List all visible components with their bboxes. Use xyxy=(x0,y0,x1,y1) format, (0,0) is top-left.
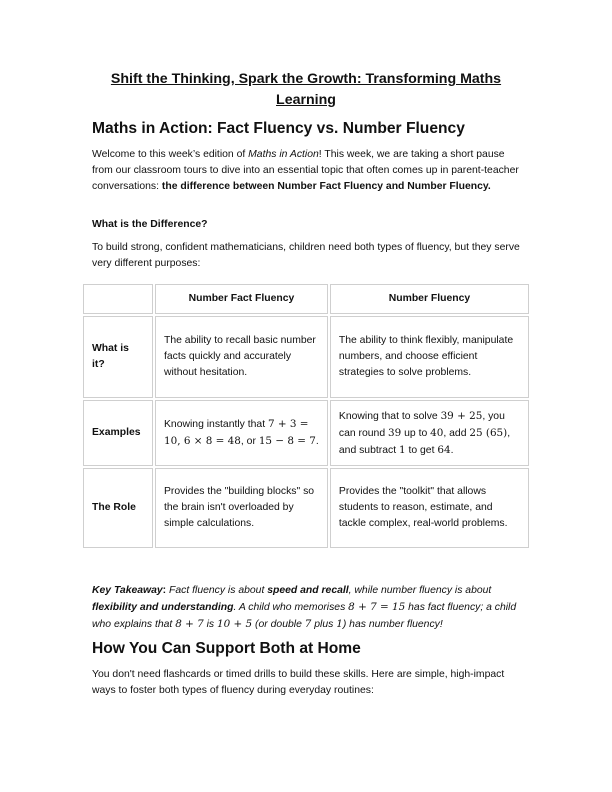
paragraph-support: You don't need flashcards or timed drills to build these skills. Here are simple, high-impact ways to foster both types of fluency during everyday routines: xyxy=(92,669,505,697)
row-label: Examples xyxy=(83,400,153,466)
table-cell xyxy=(330,400,529,466)
math-expression: 10 + 5 xyxy=(217,618,253,630)
cell-text: Knowing that to solve xyxy=(338,410,441,422)
takeaway-text: has fact fluency; a child who explains that xyxy=(92,602,517,630)
section-heading-support-at-home: How You Can Support Both at Home xyxy=(92,640,361,657)
math-expression: 8 + 7 xyxy=(175,618,204,630)
cell-text: Knowing instantly that xyxy=(164,419,268,430)
math-expression: 8 + 7 = 15 xyxy=(348,601,406,613)
takeaway-colon: : xyxy=(162,585,170,596)
cell-text: , and subtract xyxy=(338,427,511,456)
cell-text: , you can round xyxy=(338,410,505,439)
table-row xyxy=(83,400,529,466)
table-cell: Provides the "building blocks" so the brain isn't overloaded by simple calculations. xyxy=(155,468,328,548)
math-expression: 15 − 8 = 7 xyxy=(258,435,316,447)
col-header-fact-fluency: Number Fact Fluency xyxy=(155,284,328,314)
fluency-comparison-table xyxy=(81,282,531,550)
cell-text: . xyxy=(450,444,454,456)
col-header-number-fluency: Number Fluency xyxy=(330,284,529,314)
section-heading-maths-in-action: Maths in Action: Fact Fluency vs. Number Fluency xyxy=(92,120,465,137)
takeaway-text: ) has number fluency! xyxy=(342,619,443,630)
document-title: Shift the Thinking, Spark the Growth: Transforming Maths Learning xyxy=(110,71,502,108)
cell-text: , or xyxy=(240,436,259,447)
table-row xyxy=(83,468,529,548)
math-expression: 10, 6 × 8 = 48 xyxy=(164,435,241,447)
math-expression: 7 xyxy=(304,618,312,630)
takeaway-text: Fact fluency is about xyxy=(169,585,268,596)
table-corner-cell xyxy=(83,284,153,314)
paragraph-purposes: To build strong, confident mathematicians, children need both types of fluency, but they serve very different purposes: xyxy=(92,242,520,270)
cell-text: , add xyxy=(443,427,470,439)
table-cell: The ability to think flexibly, manipulate numbers, and choose efficient strategies to solve problems. xyxy=(330,316,529,398)
intro-bold: the difference between Number Fact Fluency and Number Fluency. xyxy=(161,181,491,193)
takeaway-bold: flexibility and understanding xyxy=(92,602,234,613)
takeaway-text: (or double xyxy=(252,619,305,630)
math-expression: 39 xyxy=(388,426,402,439)
math-expression: 39 + 25 xyxy=(440,409,483,422)
math-expression: 7 + 3 = xyxy=(267,418,309,430)
intro-italic: Maths in Action xyxy=(248,149,319,160)
math-expression: 1 xyxy=(336,618,343,630)
math-expression: 40 xyxy=(430,426,444,439)
math-expression: 25 (65) xyxy=(469,426,508,439)
intro-text-2: ! This week, we are taking a short pause from our classroom tours to dive into an essential topic that often comes up in parent-teacher conversations: xyxy=(92,149,519,193)
math-expression: 1 xyxy=(398,443,406,456)
cell-text: . xyxy=(315,436,319,447)
row-label: What is it? xyxy=(83,316,153,398)
takeaway-text: plus xyxy=(311,619,337,630)
takeaway-label: Key Takeaway xyxy=(92,585,163,596)
key-takeaway xyxy=(92,582,522,633)
takeaway-bold: speed and recall xyxy=(267,585,349,596)
takeaway-text: . A child who memorises xyxy=(233,602,349,613)
table-header-row xyxy=(83,284,529,314)
cell-text: to get xyxy=(405,444,438,456)
intro-text-1: Welcome to this week’s edition of xyxy=(92,149,249,160)
table-row xyxy=(83,316,529,398)
takeaway-text: , while number fluency is about xyxy=(348,585,492,596)
takeaway-text: is xyxy=(203,619,218,630)
cell-text: up to xyxy=(401,427,431,439)
table-cell: The ability to recall basic number facts quickly and accurately without hesitation. xyxy=(155,316,328,398)
subheading-difference: What is the Difference? xyxy=(92,219,208,230)
row-label: The Role xyxy=(83,468,153,548)
table-cell: Provides the "toolkit" that allows students to reason, estimate, and tackle complex, real-world problems. xyxy=(330,468,529,548)
table-cell xyxy=(155,400,328,466)
math-expression: 64 xyxy=(437,443,451,456)
intro-paragraph xyxy=(92,147,520,196)
